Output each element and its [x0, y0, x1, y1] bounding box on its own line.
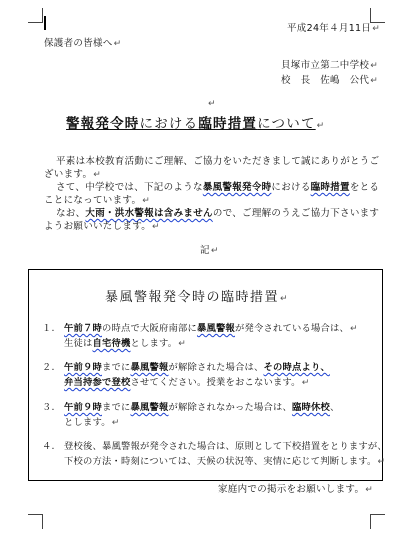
- corner-mark-bottom-left: [28, 514, 43, 529]
- corner-mark-top-right: [370, 8, 385, 23]
- measure-item-2-line-1: ２. 午前９時までに暴風警報が解除された場合は、その時点より、: [42, 362, 330, 373]
- text-cursor: [44, 16, 46, 30]
- empty-paragraph-mark: ↵: [208, 99, 216, 109]
- school-name: 貝塚市立第二中学校↵: [281, 60, 379, 71]
- corner-mark-bottom-right: [370, 514, 385, 529]
- body-paragraph-2-line-2: ことになっています。↵: [44, 195, 151, 206]
- measure-item-4-line-2: 下校の方法・時刻については、天候の状況等、実情に応じて判断します。↵: [64, 456, 386, 467]
- measure-item-3-line-1: ３. 午前９時までに暴風警報が解除されなかった場合は、臨時休校、: [42, 402, 340, 413]
- measure-item-1-line-1: １. 午前７時の時点で大阪府南部に暴風警報が発令されている場合は、↵: [42, 323, 358, 334]
- measure-item-2-line-2: 弁当持参で登校させてください。授業をおこないます。↵: [64, 377, 310, 388]
- ki-heading: 記↵: [200, 245, 219, 256]
- footer-note: 家庭内での掲示をお願いします。↵: [218, 484, 374, 495]
- body-paragraph-1-line-1: 平素は本校教育活動にご理解、ご協力をいただきまして誠にありがとうご: [56, 156, 380, 167]
- date: 平成24年４月11日↵: [287, 23, 381, 34]
- recipient: 保護者の皆様へ↵: [44, 38, 122, 49]
- body-paragraph-3-line-1: なお、大雨・洪水警報は含みませんので、ご理解のうえご協力下さいます: [56, 208, 380, 219]
- measure-item-4-line-1: ４. 登校後、暴風警報が発令された場合は、原則として下校措置をとりますが、: [42, 441, 387, 452]
- measure-item-1-line-2: 生徒は自宅待機とします。↵: [64, 338, 186, 349]
- body-paragraph-2-line-1: さて、中学校では、下記のような暴風警報発令時における臨時措置をとる: [56, 182, 380, 193]
- body-paragraph-3-line-2: ようお願いいたします。↵: [44, 221, 160, 232]
- body-paragraph-1-line-2: ざいます。↵: [44, 169, 102, 180]
- measures-box-title: 暴風警報発令時の臨時措置↵: [105, 290, 290, 305]
- measure-item-3-line-2: とします。↵: [64, 417, 120, 428]
- document-title: 警報発令時における臨時措置について↵: [66, 116, 326, 132]
- principal-name: 校 長 佐嶋 公代↵: [281, 75, 379, 86]
- corner-mark-top-left: [28, 8, 43, 23]
